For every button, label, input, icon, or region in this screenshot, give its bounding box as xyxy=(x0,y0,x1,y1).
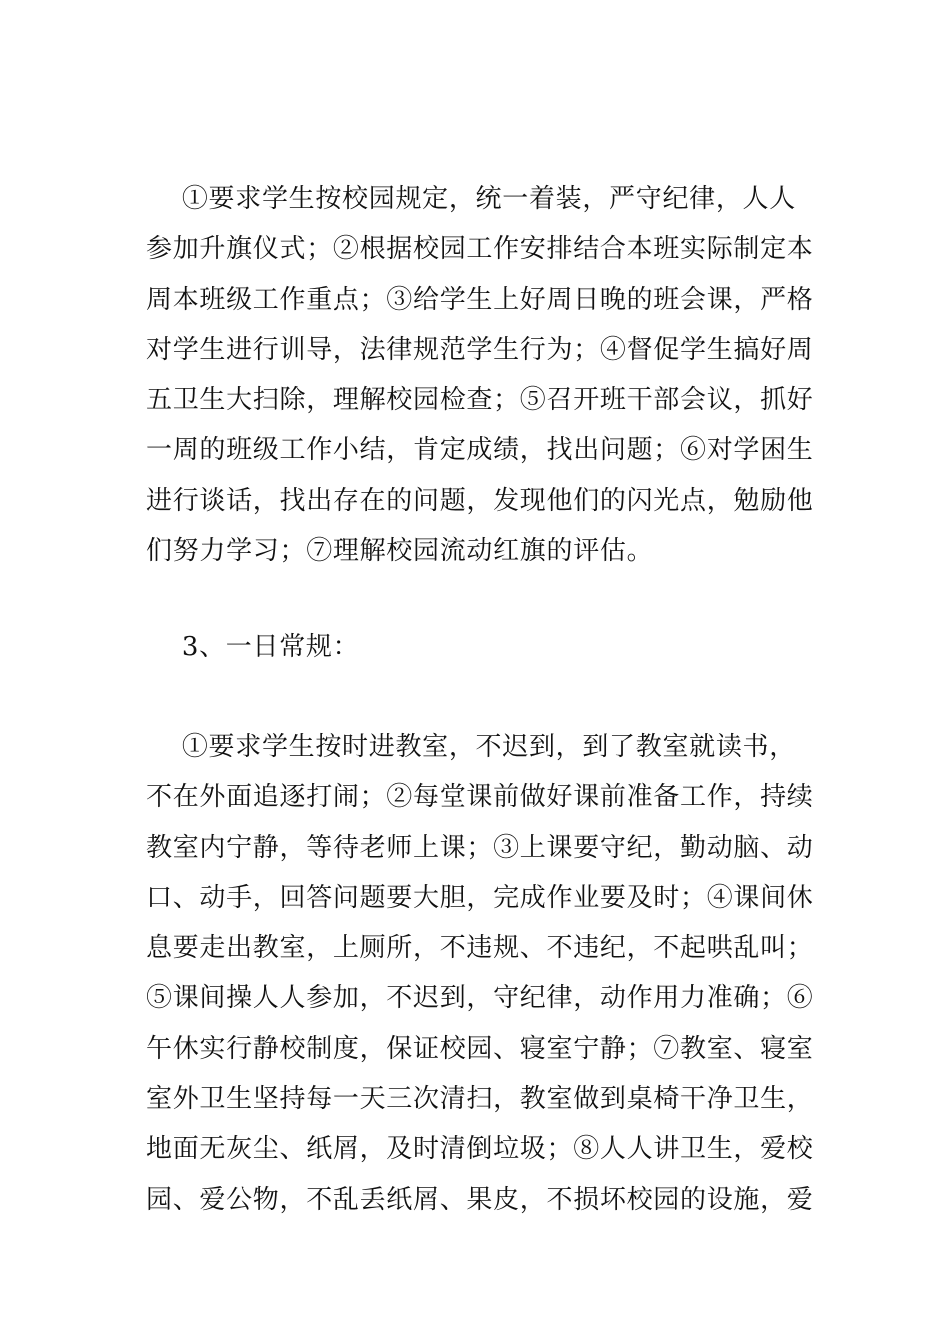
text-line: 一周的班级工作小结，肯定成绩，找出问题；⑥对学困生 xyxy=(146,435,814,466)
text-line: 教室内宁静，等待老师上课；③上课要守纪，勤动脑、动 xyxy=(146,832,814,863)
text-line: ①要求学生按时进教室，不迟到，到了教室就读书， xyxy=(146,732,796,762)
weekly-routine-paragraph xyxy=(146,174,814,576)
text-line: ⑤课间操人人参加，不迟到，守纪律，动作用力准确；⑥ xyxy=(146,983,814,1014)
daily-routine-paragraph xyxy=(146,722,814,1225)
text-line: 参加升旗仪式；②根据校园工作安排结合本班实际制定本 xyxy=(146,234,814,265)
text-line: 午休实行静校制度，保证校园、寝室宁静；⑦教室、寝室 xyxy=(146,1033,814,1064)
text-line: 不在外面追逐打闹；②每堂课前做好课前准备工作，持续 xyxy=(146,782,814,813)
text-line: 进行谈话，找出存在的问题，发现他们的闪光点，勉励他 xyxy=(146,485,814,516)
text-line: 园、爱公物，不乱丢纸屑、果皮，不损坏校园的设施，爱 xyxy=(146,1184,814,1215)
section-heading xyxy=(146,622,810,672)
text-line: 们努力学习；⑦理解校园流动红旗的评估。 xyxy=(146,536,654,567)
text-line: 室外卫生坚持每一天三次清扫，教室做到桌椅干净卫生， xyxy=(146,1084,814,1115)
text-line: 对学生进行训导，法律规范学生行为；④督促学生搞好周 xyxy=(146,334,814,365)
heading-text: 3、一日常规： xyxy=(146,632,360,662)
text-line: 地面无灰尘、纸屑，及时清倒垃圾；⑧人人讲卫生，爱校 xyxy=(146,1134,814,1165)
text-line: ①要求学生按校园规定，统一着装，严守纪律，人人 xyxy=(146,184,796,214)
text-line: 息要走出教室，上厕所，不违规、不违纪，不起哄乱叫； xyxy=(146,933,814,964)
text-line: 口、动手，回答问题要大胆，完成作业要及时；④课间休 xyxy=(146,882,814,913)
text-line: 五卫生大扫除，理解校园检查；⑤召开班干部会议，抓好 xyxy=(146,385,814,416)
text-line: 周本班级工作重点；③给学生上好周日晚的班会课，严格 xyxy=(146,284,814,315)
